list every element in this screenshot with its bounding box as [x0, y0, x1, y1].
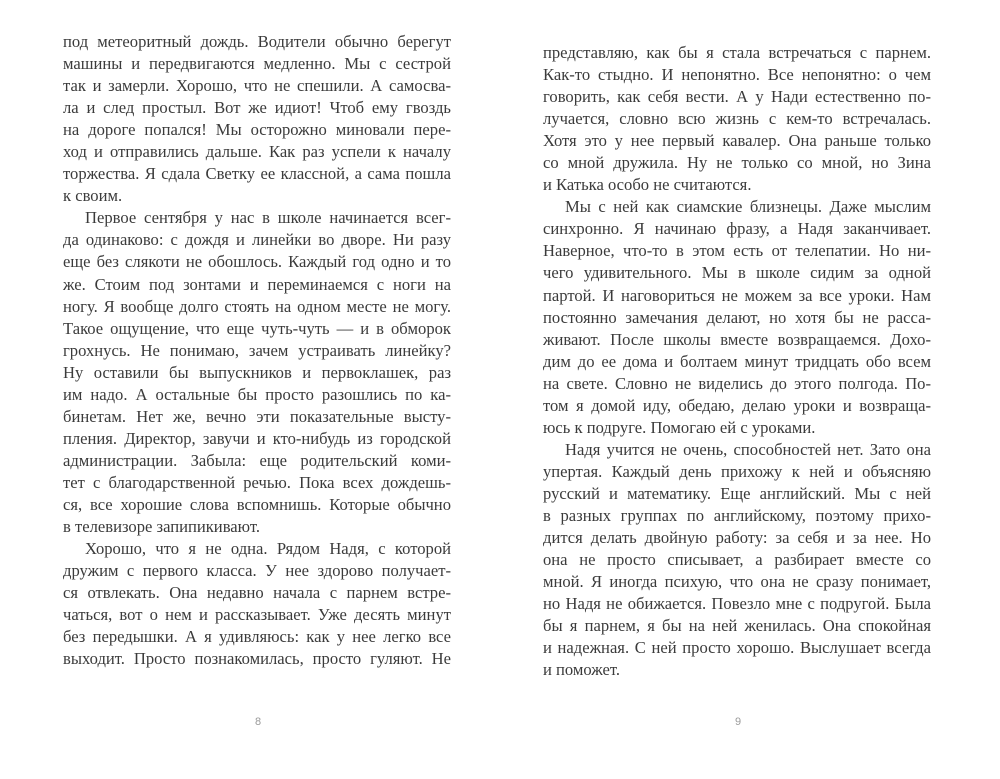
text-line: без передышки. А я удивляюсь: как у нее легко все: [63, 627, 451, 647]
paragraph: [63, 207, 451, 538]
text-line: Первое сентября у нас в школе начинается всег-: [85, 208, 451, 228]
text-line: ход и отправились дальше. Как раз успели к началу: [63, 142, 451, 162]
text-line: еще без слякоти не обошлось. Каждый год одно и то: [63, 252, 451, 272]
text-line: да одинаково: с дождя и линейки во дворе. Ни разу: [63, 230, 451, 250]
text-line: Хорошо, что я не одна. Рядом Надя, с которой: [85, 539, 451, 559]
text-line: администрации. Забыла: еще родительский коми-: [63, 450, 451, 470]
text-line: Мы с ней как сиамские близнецы. Даже мыслим: [565, 197, 931, 217]
page-number-right: 9: [735, 716, 742, 728]
text-line: партой. И наговориться не можем за все уроки. Нам: [543, 285, 931, 305]
text-line: дится делать двойную работу: за себя и за нее. Но: [543, 528, 931, 548]
text-line: тет с благодарственной речью. Пока всех дождешь-: [63, 472, 451, 492]
text-line: бинетам. Нет же, вечно эти показательные высту-: [63, 406, 451, 426]
text-line: юсь к подруге. Помогаю ей с уроками.: [543, 417, 816, 437]
text-line: Ну оставили бы выпускников и первоклашек, раз: [63, 362, 451, 382]
text-line: и Катька особо не считаются.: [543, 175, 752, 195]
text-line: так и замерли. Хорошо, что не спешили. А самосва-: [63, 76, 451, 96]
text-line: постоянно замечания делают, но хотя бы не расса-: [543, 307, 931, 327]
text-line: в телевизоре запипикивают.: [63, 517, 261, 537]
text-line: на свете. Словно не виделись до этого полгода. По-: [543, 373, 931, 393]
text-line: со мной дружила. Ну не только со мной, но Зина: [543, 153, 931, 173]
text-line: упертая. Каждый день прихожу к ней и объясняю: [543, 461, 931, 481]
text-line: торжества. Я сдала Светку ее классной, а сама пошла: [63, 164, 451, 184]
text-line: ся, все хорошие слова вспомнишь. Которые обычно: [63, 494, 451, 514]
text-line: машины и передвигаются медленно. Мы с сестрой: [63, 54, 451, 74]
paragraph: [543, 196, 931, 439]
text-line: им надо. А остальные бы просто разошлись по ка-: [63, 384, 451, 404]
text-line: и поможет.: [543, 660, 621, 680]
text-line: лучается, словно всю жизнь с кем-то встречалась.: [543, 109, 931, 129]
paragraph: [63, 538, 451, 670]
text-line: Такое ощущение, что еще чуть-чуть — и в обморок: [63, 318, 451, 338]
text-line: ла и след простыл. Вот же идиот! Чтоб ему гвоздь: [63, 98, 451, 118]
paragraph: [543, 439, 931, 682]
text-line: но Надя не обижается. Повезло мне с подругой. Была: [543, 594, 931, 614]
text-line: под метеоритный дождь. Водители обычно берегут: [63, 32, 451, 51]
text-line: чаться, вот о нем и рассказывает. Уже десять минут: [63, 605, 451, 625]
left-page-text: [63, 31, 451, 670]
paragraph: [543, 42, 931, 196]
text-line: в разных группах по английскому, поэтому прихо-: [543, 505, 931, 525]
text-line: ногу. Я вообще долго стоять на одном месте не могу.: [63, 296, 451, 316]
text-line: говорить, как себя вести. А у Нади естественно по-: [543, 87, 931, 107]
text-line: синхронно. Я начинаю фразу, а Надя заканчивает.: [543, 219, 931, 239]
paragraph: [63, 31, 451, 207]
text-line: том я домой иду, обедаю, делаю уроки и возвраща-: [543, 395, 931, 415]
text-line: и надежная. С ней просто хорошо. Выслушает всегда: [543, 638, 931, 658]
text-line: к своим.: [63, 186, 123, 206]
text-line: дим до ее дома и болтаем минут тридцать обо всем: [543, 351, 931, 371]
text-line: грохнусь. Не понимаю, зачем устраивать линейку?: [63, 340, 451, 360]
text-line: представляю, как бы я стала встречаться с парнем.: [543, 43, 931, 62]
text-line: мной. Я иногда психую, что она не сразу понимает,: [543, 572, 931, 592]
text-line: выходит. Просто познакомилась, просто гуляют. Не: [63, 649, 451, 669]
text-line: дружим с первого класса. У нее здорово получает-: [63, 561, 451, 581]
text-line: же. Стоим под зонтами и переминаемся с ноги на: [63, 274, 451, 294]
text-line: русский и математику. Еще английский. Мы с ней: [543, 483, 931, 503]
right-page-text: [543, 42, 931, 681]
text-line: живают. После школы вместе возвращаемся. Дохо-: [543, 329, 931, 349]
text-line: на дороге попался! Мы осторожно миновали пере-: [63, 120, 451, 140]
text-line: чего удивительного. Мы в школе сидим за одной: [543, 263, 931, 283]
page-number-left: 8: [255, 716, 262, 728]
text-line: она не просто списывает, а разбирает вместе со: [543, 550, 931, 570]
text-line: Надя учится не очень, способностей нет. Зато она: [565, 439, 931, 459]
text-line: бы я парнем, я бы на ней женилась. Она спокойная: [543, 616, 931, 636]
text-line: Хотя это у нее первый кавалер. Она раньше только: [543, 131, 931, 151]
text-line: ся отвлекать. Она недавно начала с парнем встре-: [63, 583, 451, 603]
text-line: пления. Директор, завучи и кто-нибудь из городской: [63, 428, 451, 448]
text-line: Наверное, что-то в этом есть от телепатии. Но ни-: [543, 241, 931, 261]
text-line: Как-то стыдно. И непонятно. Все непонятно: о чем: [543, 65, 931, 85]
